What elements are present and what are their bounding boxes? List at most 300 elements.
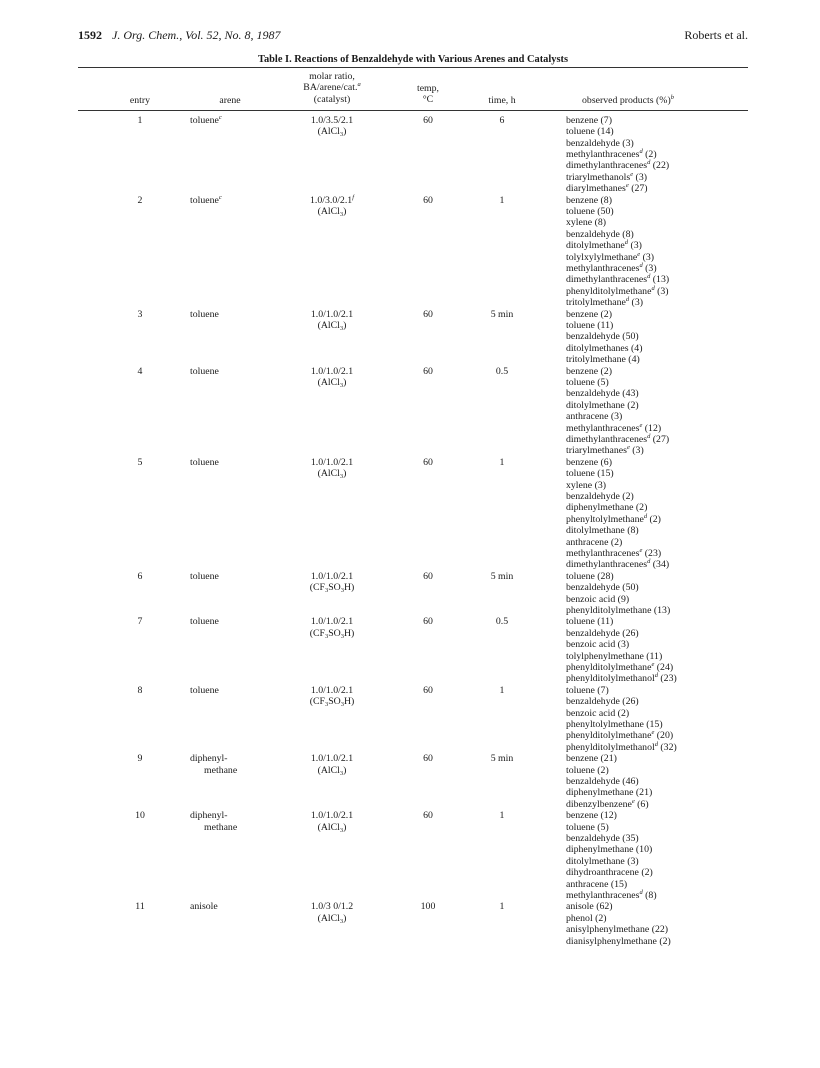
ratio-cell [288, 457, 376, 480]
molar-ratio [288, 810, 376, 821]
product-item [566, 867, 657, 878]
catalyst-part: SO [328, 627, 341, 639]
temp-cell: 60 [423, 308, 433, 320]
product-item [566, 183, 669, 194]
temp-cell: 60 [423, 456, 433, 468]
product-name: triarylmethanols [566, 171, 631, 183]
product-item [566, 331, 642, 342]
catalyst-part: SO [328, 696, 341, 708]
products-cell [566, 685, 677, 753]
ratio-cell [288, 115, 376, 138]
product-item [566, 457, 669, 468]
time-cell: 5 min [490, 753, 514, 765]
footnote-marker: d [625, 296, 630, 304]
catalyst-subscript: 3 [324, 632, 329, 640]
molar-ratio [288, 366, 376, 377]
product-yield: (27) [650, 434, 670, 446]
temp-cell: 60 [423, 684, 433, 696]
product-item [566, 423, 669, 434]
arene-cell [190, 115, 270, 126]
product-name: dimethylanthracenes [566, 274, 648, 286]
product-item [566, 651, 677, 662]
molar-ratio [288, 616, 376, 627]
temp-header-line-1: temp, [416, 83, 440, 94]
footnote-marker: c [218, 113, 222, 121]
products-cell [566, 115, 669, 195]
molar-ratio [288, 685, 376, 696]
ratio-cell [288, 616, 376, 639]
catalyst-subscript: 3 [339, 131, 344, 139]
catalyst [288, 377, 376, 388]
top-rule [78, 67, 748, 68]
product-yield: (3) [640, 251, 655, 263]
product-item [566, 160, 669, 171]
product-name: phenyltolylmethane [566, 513, 644, 525]
time-cell: 6 [499, 114, 505, 126]
catalyst-part: (AlCl [317, 377, 340, 388]
product-item [566, 810, 657, 821]
product-name: dihydroanthracene (2) [566, 867, 653, 879]
col-header-entry: entry [129, 95, 151, 106]
arene-cell [190, 366, 270, 377]
product-item [566, 765, 652, 776]
product-yield: (3) [629, 445, 644, 457]
product-item [566, 514, 669, 525]
product-name: toluene (5) [566, 821, 609, 833]
footnote-marker: e [630, 170, 634, 178]
product-name: ditolylmethanes (4) [566, 342, 643, 354]
product-item [566, 924, 671, 935]
footnote-marker: e [651, 729, 655, 737]
product-item [566, 445, 669, 456]
arene-name: toluene [190, 456, 219, 468]
product-yield: (27) [628, 183, 648, 195]
product-name: dianisylphenylmethane (2) [566, 935, 671, 947]
product-item [566, 525, 669, 536]
product-item [566, 662, 677, 673]
catalyst-part: ) [343, 206, 347, 217]
molar-ratio-value: 1.0/3.0/2.1 [310, 194, 353, 206]
molar-ratio-value: 1.0/1.0/2.1 [310, 753, 354, 765]
molar-ratio-value: 1.0/1.0/2.1 [310, 810, 354, 822]
product-yield: (3) [654, 285, 669, 297]
product-item [566, 297, 669, 308]
product-name: anthracene (3) [566, 411, 623, 423]
catalyst-subscript: 3 [339, 826, 344, 834]
catalyst-subscript: 3 [339, 211, 344, 218]
product-name: phenylditolylmethane (13) [566, 605, 671, 617]
catalyst [288, 206, 376, 217]
catalyst-part: H) [343, 582, 355, 594]
ratio-header-line-2 [272, 82, 392, 93]
product-item [566, 263, 669, 274]
product-name: toluene (5) [566, 377, 609, 388]
catalyst-subscript: 3 [339, 769, 344, 777]
product-yield: (22) [650, 160, 670, 172]
footnote-marker: d [624, 239, 629, 247]
temp-cell: 60 [423, 194, 433, 206]
catalyst-part: (CF [309, 696, 325, 708]
footnote-marker: e [625, 182, 629, 190]
product-name: benzaldehyde (35) [566, 833, 639, 844]
catalyst-part: H) [343, 696, 355, 708]
products-cell [566, 195, 669, 309]
product-name: benzaldehyde (2) [566, 491, 634, 503]
product-name: benzaldehyde (46) [566, 776, 639, 787]
product-yield: (3) [642, 263, 657, 275]
product-name: toluene (2) [566, 764, 609, 776]
product-item [566, 901, 671, 912]
product-name: xylene (3) [566, 479, 606, 491]
ratio-cell [288, 901, 376, 924]
product-item [566, 411, 669, 422]
product-item [566, 673, 677, 684]
time-cell: 5 min [490, 570, 514, 582]
catalyst [288, 628, 376, 639]
product-item [566, 559, 669, 570]
ratio-cell [288, 810, 376, 833]
product-yield: (3) [628, 240, 642, 252]
molar-ratio-value: 1.0/1.0/2.1 [310, 616, 354, 628]
product-item [566, 240, 669, 251]
footnote-marker: d [647, 273, 651, 281]
arene-name-continued: methane [204, 764, 238, 776]
product-item [566, 787, 652, 798]
product-name: benzaldehyde (26) [566, 696, 639, 708]
catalyst-subscript: 3 [339, 382, 344, 389]
product-item [566, 126, 669, 137]
product-name: benzaldehyde (50) [566, 331, 639, 343]
catalyst-part: (CF [309, 627, 325, 639]
product-item [566, 936, 671, 947]
footnote-marker: d [643, 512, 648, 520]
product-item [566, 890, 657, 901]
product-name: benzoic acid (9) [566, 593, 630, 605]
product-item [566, 400, 669, 411]
molar-ratio-value: 1.0/1.0/2.1 [310, 308, 354, 320]
product-item [566, 172, 669, 183]
catalyst [288, 913, 376, 924]
temp-cell: 60 [423, 753, 433, 765]
catalyst-subscript: 3 [339, 325, 344, 332]
col-header-time: time, h [488, 95, 516, 106]
product-yield: (2) [647, 513, 661, 525]
product-item [566, 309, 642, 320]
product-name: toluene (14) [566, 126, 614, 138]
molar-ratio-value: 1.0/1.0/2.1 [310, 456, 354, 468]
product-name: benzene (2) [566, 308, 612, 320]
molar-ratio-value: 1.0/1.0/2.1 [310, 684, 354, 696]
product-item [566, 377, 669, 388]
product-item [566, 594, 670, 605]
arene-cell [190, 571, 270, 582]
ratio-header-text: BA/arene/cat. [303, 82, 358, 94]
footnote-marker: d [654, 740, 658, 748]
entry-cell: 4 [137, 365, 143, 377]
arene-name: toluene [190, 616, 219, 628]
product-item [566, 856, 657, 867]
products-cell [566, 810, 657, 901]
arene-cell [190, 457, 270, 468]
product-item [566, 366, 669, 377]
product-yield: (12) [642, 422, 662, 434]
product-item [566, 502, 669, 513]
temp-cell: 60 [423, 570, 433, 582]
product-yield: (8) [642, 890, 657, 902]
product-name: anisylphenylmethane (22) [566, 924, 669, 936]
time-cell: 1 [499, 194, 505, 206]
arene-name: toluene [190, 570, 219, 582]
products-cell [566, 309, 642, 366]
molar-ratio-value: 1.0/3.5/2.1 [310, 114, 354, 126]
temp-cell: 100 [420, 901, 436, 913]
product-yield: (23) [657, 673, 677, 685]
header-rule [78, 110, 748, 111]
product-item [566, 138, 669, 149]
time-cell: 1 [499, 684, 505, 696]
product-name: toluene (7) [566, 684, 609, 696]
molar-ratio [288, 753, 376, 764]
catalyst-part: ) [343, 468, 347, 480]
ratio-cell [288, 571, 376, 594]
footnote-marker: e [626, 444, 630, 452]
product-yield: (23) [642, 548, 662, 560]
catalyst-part: ) [343, 126, 347, 138]
product-name: benzene (12) [566, 810, 617, 822]
ratio-cell [288, 753, 376, 776]
arene-name: toluene [190, 194, 219, 206]
ratio-cell [288, 366, 376, 389]
catalyst [288, 468, 376, 479]
product-name: ditolylmethane (3) [566, 855, 639, 867]
time-cell: 5 min [490, 308, 514, 320]
product-name: anthracene (15) [566, 878, 628, 890]
product-name: xylene (8) [566, 217, 606, 229]
product-item [566, 229, 669, 240]
product-item [566, 913, 671, 924]
product-name: benzoic acid (2) [566, 707, 630, 719]
entry-cell: 8 [137, 684, 143, 696]
footnote-marker: f [352, 193, 354, 201]
product-item [566, 548, 669, 559]
product-name: methylanthracenes [566, 548, 640, 560]
molar-ratio-value: 1.0/1.0/2.1 [310, 365, 354, 377]
footnote-marker: d [651, 284, 655, 292]
product-item [566, 388, 669, 399]
col-header-products [548, 95, 708, 106]
product-name: tolylphenylmethane (11) [566, 650, 663, 662]
product-item [566, 480, 669, 491]
ratio-header-line-1: molar ratio, [309, 71, 355, 82]
products-cell [566, 901, 671, 947]
product-item [566, 582, 670, 593]
entry-cell: 6 [137, 570, 143, 582]
product-name: anthracene (2) [566, 536, 623, 548]
catalyst-subscript: 3 [324, 587, 329, 595]
entry-cell: 10 [135, 810, 145, 822]
product-item [566, 354, 642, 365]
product-name: tritolylmethane (4) [566, 354, 640, 366]
catalyst-subscript: 3 [324, 701, 329, 709]
ratio-cell [288, 195, 376, 218]
product-name: phenylditolylmethane [566, 285, 652, 297]
product-name: toluene (50) [566, 206, 614, 217]
arene-name: anisole [190, 901, 218, 913]
product-name: benzaldehyde (3) [566, 137, 634, 149]
products-header-text: observed products (%) [582, 95, 671, 106]
catalyst-part: (AlCl [317, 126, 340, 138]
journal-citation: J. Org. Chem., Vol. 52, No. 8, 1987 [112, 28, 281, 42]
product-name: toluene (11) [566, 616, 614, 628]
product-yield: (3) [633, 171, 647, 183]
products-cell [566, 366, 669, 457]
product-yield: (6) [634, 798, 649, 810]
product-name: anisole (62) [566, 901, 613, 913]
catalyst [288, 822, 376, 833]
col-header-arene: arene [219, 95, 241, 106]
molar-ratio [288, 195, 376, 206]
product-name: dimethylanthracenes [566, 434, 648, 446]
catalyst-part: (AlCl [317, 468, 340, 480]
product-name: benzaldehyde (50) [566, 582, 639, 594]
product-name: toluene (15) [566, 468, 614, 480]
product-name: phenyltolylmethane (15) [566, 719, 663, 731]
product-item [566, 616, 677, 627]
product-yield: (13) [650, 274, 670, 286]
time-cell: 0.5 [495, 616, 509, 628]
ratio-cell [288, 309, 376, 332]
catalyst [288, 582, 376, 593]
product-name: diphenylmethane (21) [566, 787, 653, 799]
temp-header-line-2: °C [422, 94, 434, 106]
molar-ratio [288, 571, 376, 582]
product-item [566, 742, 677, 753]
product-name: toluene (28) [566, 570, 614, 582]
entry-cell: 7 [137, 616, 143, 628]
entry-cell: 3 [137, 308, 143, 320]
products-cell [566, 457, 669, 571]
product-name: toluene (11) [566, 320, 614, 331]
page-number: 1592 [78, 28, 102, 42]
product-name: ditolylmethane (8) [566, 525, 639, 537]
product-item [566, 753, 652, 764]
arene-cell [190, 309, 270, 320]
product-item [566, 149, 669, 160]
time-cell: 1 [499, 901, 505, 913]
ratio-header-line-3: (catalyst) [313, 93, 351, 105]
temp-cell: 60 [423, 365, 433, 377]
arene-name: diphenyl- [190, 753, 228, 765]
footnote-marker: b [670, 94, 674, 101]
product-item [566, 537, 669, 548]
product-item [566, 685, 677, 696]
product-item [566, 605, 670, 616]
arene-name: toluene [190, 684, 219, 696]
product-item [566, 799, 652, 810]
ratio-cell [288, 685, 376, 708]
product-item [566, 730, 677, 741]
product-name: benzoic acid (3) [566, 639, 630, 651]
products-cell [566, 753, 652, 810]
products-cell [566, 571, 670, 617]
catalyst-part: ) [343, 764, 347, 776]
time-cell: 1 [499, 456, 505, 468]
footnote-marker: d [647, 159, 651, 167]
product-item [566, 822, 657, 833]
catalyst-part: ) [343, 912, 347, 924]
molar-ratio [288, 309, 376, 320]
molar-ratio [288, 457, 376, 468]
product-yield: (2) [642, 149, 657, 161]
arene-cell [190, 195, 270, 206]
footnote-marker: d [654, 672, 658, 680]
entry-cell: 1 [137, 114, 143, 126]
product-item [566, 719, 677, 730]
product-name: phenylditolylmethanol [566, 673, 655, 685]
molar-ratio-value: 1.0/3 0/1.2 [310, 901, 354, 913]
table-title: Table I. Reactions of Benzaldehyde with Various Arenes and Catalysts [257, 54, 569, 65]
footnote-marker: e [639, 547, 643, 555]
product-name: tolylxylylmethane [566, 251, 638, 263]
arene-cell [190, 753, 270, 776]
arene-name: toluene [190, 308, 219, 320]
product-name: benzene (8) [566, 194, 612, 206]
product-item [566, 217, 669, 228]
product-name: phenylditolylmethanol [566, 741, 655, 753]
product-item [566, 434, 669, 445]
products-cell [566, 616, 677, 684]
product-item [566, 343, 642, 354]
entry-cell: 11 [135, 901, 145, 913]
product-item [566, 115, 669, 126]
product-name: ditolylmethane [566, 240, 625, 252]
footnote-marker: e [631, 797, 635, 805]
catalyst-part: ) [343, 320, 347, 331]
product-item [566, 195, 669, 206]
product-item [566, 286, 669, 297]
product-name: triarylmethanes [566, 445, 627, 457]
catalyst-subscript: 3 [340, 701, 344, 709]
product-item [566, 776, 652, 787]
product-name: methylanthracenes [566, 263, 640, 275]
footnote-marker: e [651, 661, 655, 669]
footnote-marker: a [357, 81, 361, 89]
catalyst-subscript: 3 [339, 473, 344, 481]
page-header [78, 28, 748, 44]
catalyst-part: H) [343, 627, 355, 639]
product-name: methylanthracenes [566, 149, 640, 161]
product-name: methylanthracenes [566, 422, 640, 434]
arene-name: toluene [190, 365, 219, 377]
col-header-temp [398, 83, 458, 106]
product-name: benzene (7) [566, 114, 612, 126]
catalyst-subscript: 3 [340, 632, 344, 640]
product-item [566, 639, 677, 650]
arene-cell [190, 616, 270, 627]
catalyst-part: (AlCl [317, 912, 340, 924]
catalyst-subscript: 3 [340, 587, 344, 595]
arene-name-continued: methane [204, 821, 238, 833]
footnote-marker: d [639, 262, 643, 270]
product-name: phenol (2) [566, 912, 607, 924]
product-item [566, 628, 677, 639]
product-item [566, 696, 677, 707]
catalyst-part: (AlCl [317, 206, 340, 217]
product-name: benzene (21) [566, 753, 617, 765]
molar-ratio [288, 115, 376, 126]
product-name: benzaldehyde (8) [566, 228, 634, 240]
footnote-marker: d [639, 148, 643, 156]
